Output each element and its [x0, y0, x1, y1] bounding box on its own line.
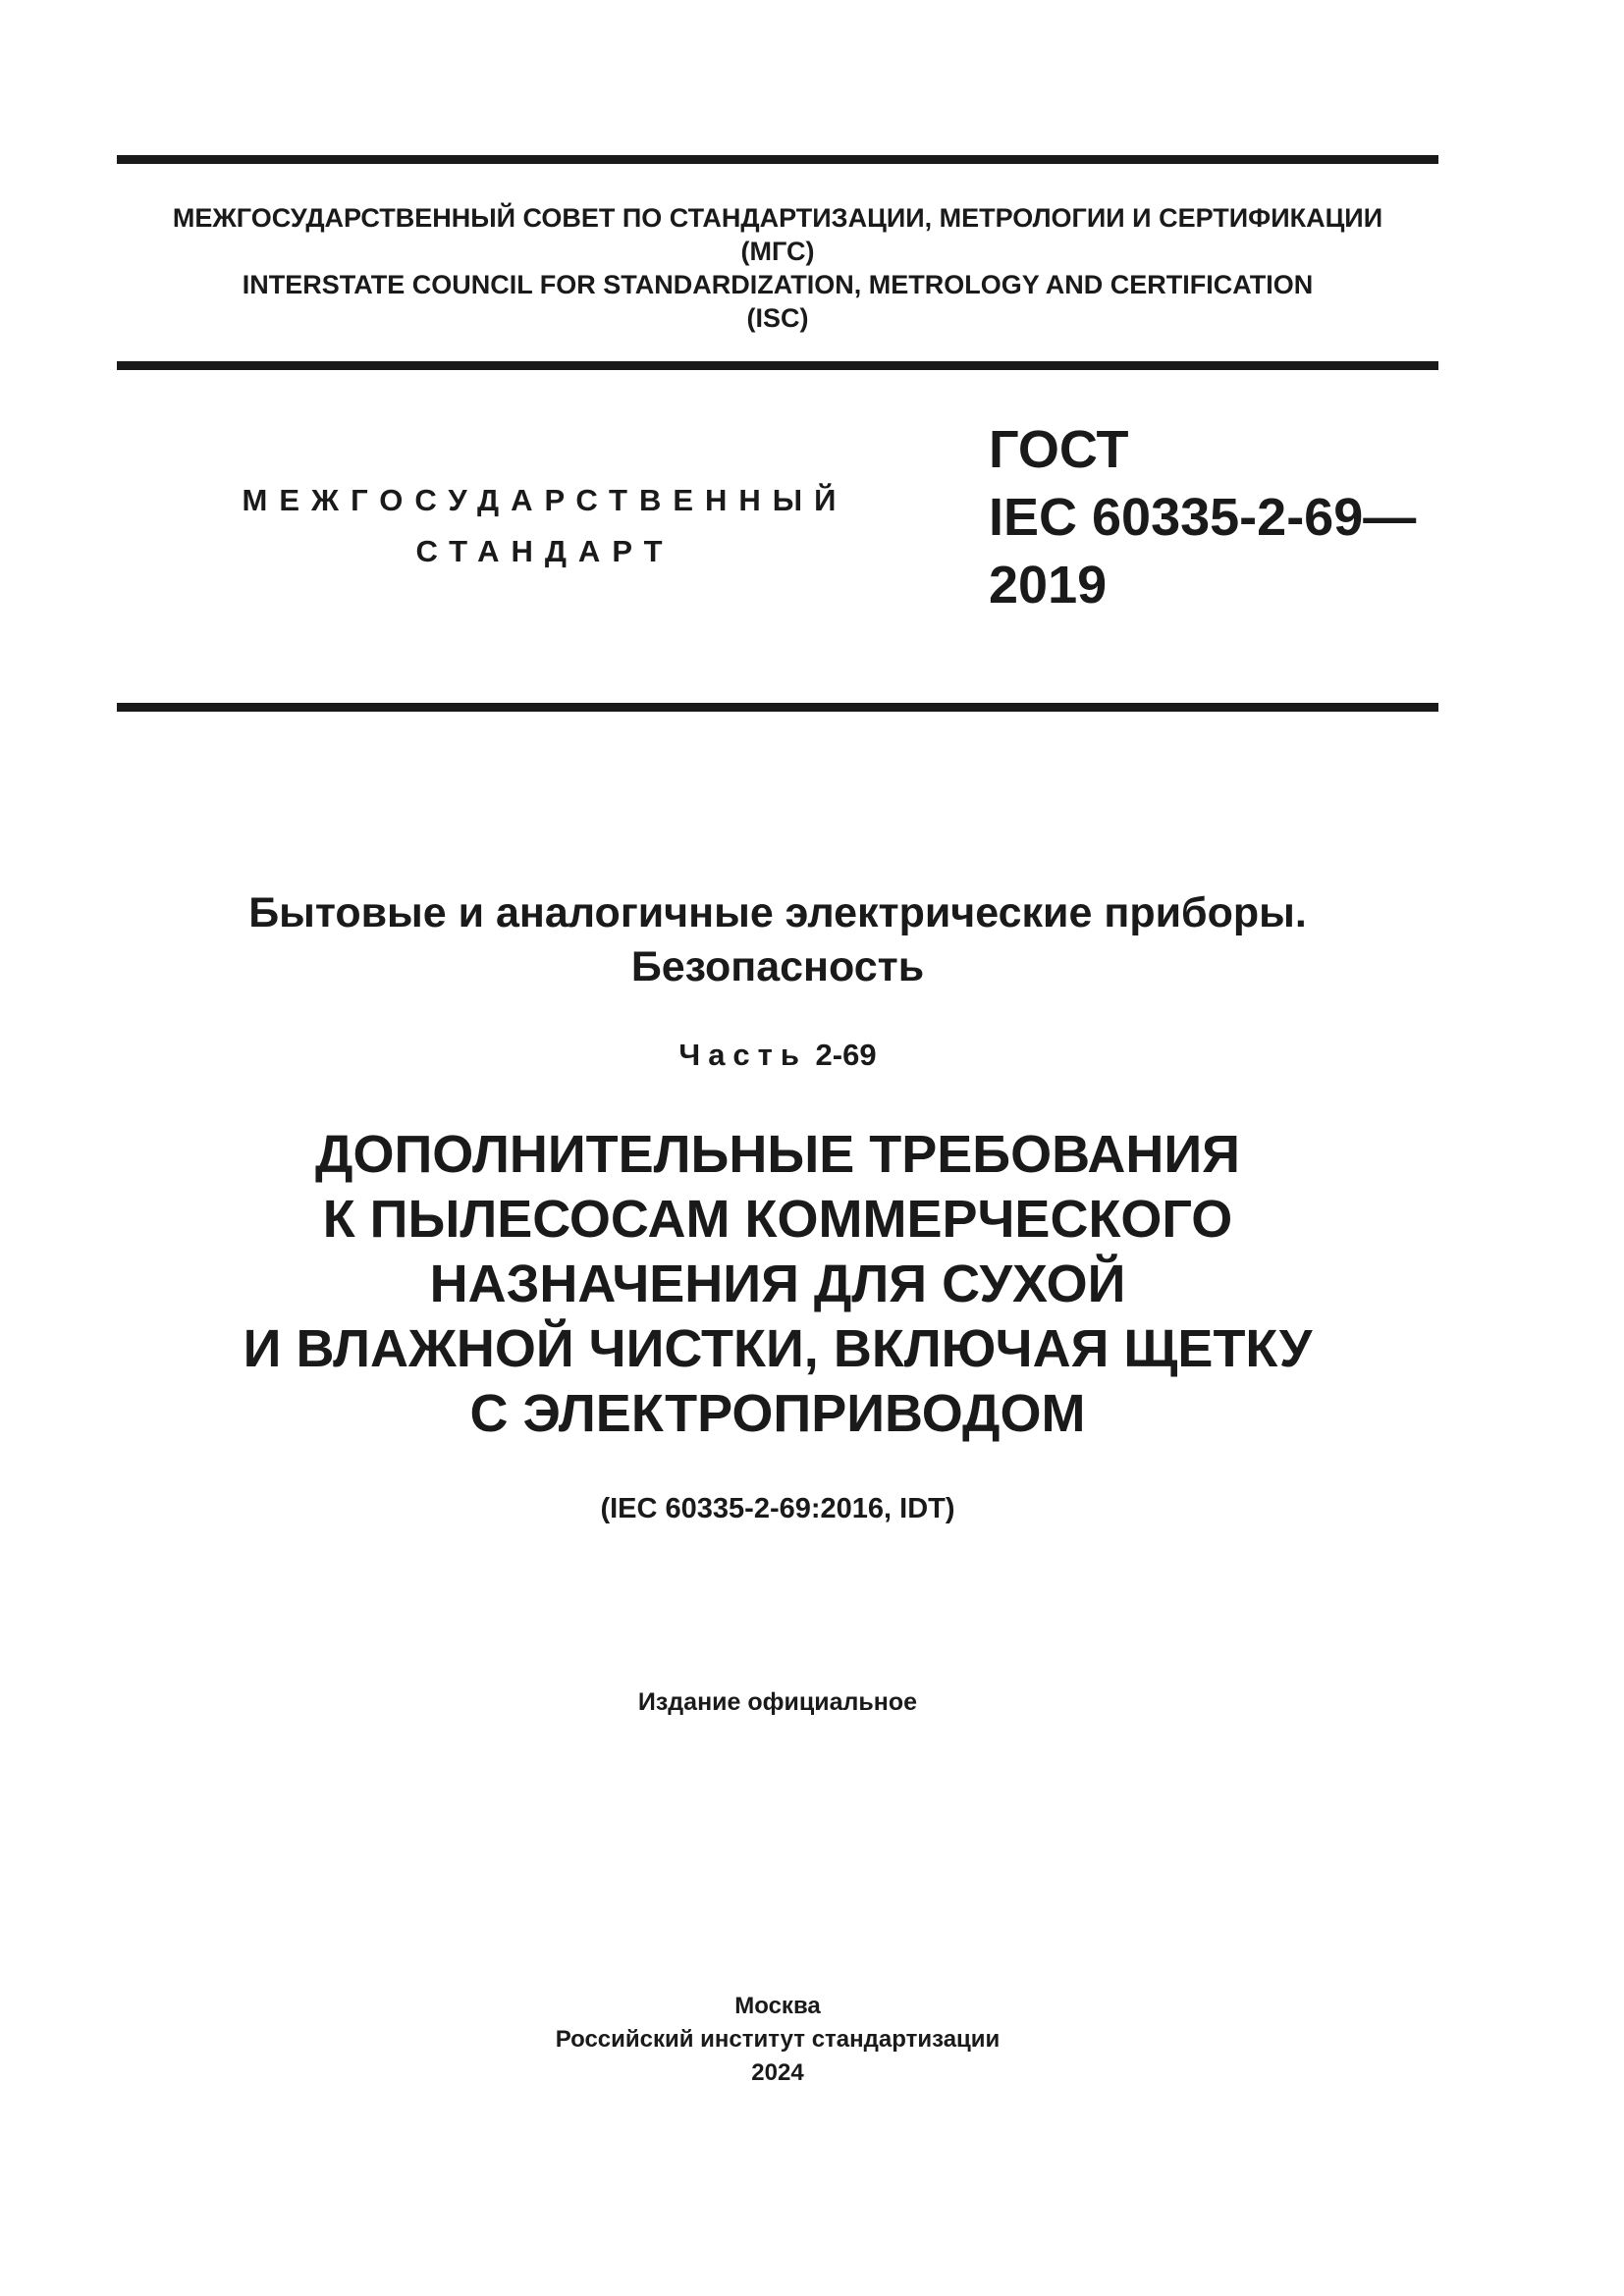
top-divider: [117, 155, 1438, 164]
publisher-city: Москва: [734, 1993, 821, 2019]
designation-gost: ГОСТ: [989, 420, 1129, 479]
publisher-block: [117, 1990, 1438, 2090]
part-heading: [117, 1036, 1438, 1075]
standard-category: [226, 475, 864, 577]
document-title: [117, 886, 1438, 994]
part-label: Часть: [678, 1038, 807, 1072]
council-header: [117, 201, 1438, 335]
title-line-2: Безопасность: [630, 943, 925, 990]
document-subtitle: [117, 1122, 1438, 1446]
category-line-1: МЕЖГОСУДАРСТВЕННЫЙ: [242, 483, 848, 517]
subtitle-line-4: И ВЛАЖНОЙ ЧИСТКИ, ВКЛЮЧАЯ ЩЕТКУ: [243, 1319, 1313, 1378]
part-number: 2-69: [815, 1038, 877, 1072]
designation-year: 2019: [989, 556, 1108, 614]
subtitle-line-1: ДОПОЛНИТЕЛЬНЫЕ ТРЕБОВАНИЯ: [315, 1125, 1240, 1184]
iec-reference: (IEC 60335-2-69:2016, IDT): [600, 1493, 955, 1524]
council-name-en: INTERSTATE COUNCIL FOR STANDARDIZATION, METROLOGY AND CERTIFICATION: [242, 270, 1314, 299]
designation-number: IEC 60335-2-69—: [989, 488, 1417, 547]
edition-note: Издание официальное: [637, 1688, 918, 1716]
council-abbr-en: (ISC): [746, 303, 809, 333]
designation-divider: [117, 703, 1438, 712]
title-line-1: Бытовые и аналогичные электрические приборы.: [248, 889, 1307, 936]
category-line-2: СТАНДАРТ: [415, 534, 675, 568]
subtitle-line-2: К ПЫЛЕСОСАМ КОММЕРЧЕСКОГО: [322, 1190, 1233, 1249]
subtitle-line-5: С ЭЛЕКТРОПРИВОДОМ: [469, 1384, 1086, 1443]
publisher-year: 2024: [751, 2059, 804, 2086]
standard-designation: [989, 416, 1450, 619]
council-abbr-ru: (МГС): [740, 237, 815, 266]
publisher-institute: Российский институт стандартизации: [555, 2026, 1001, 2053]
council-name-ru: МЕЖГОСУДАРСТВЕННЫЙ СОВЕТ ПО СТАНДАРТИЗАЦИИ, МЕТРОЛОГИИ И СЕРТИФИКАЦИИ: [172, 203, 1383, 233]
subtitle-line-3: НАЗНАЧЕНИЯ ДЛЯ СУХОЙ: [429, 1255, 1126, 1313]
header-divider: [117, 361, 1438, 370]
